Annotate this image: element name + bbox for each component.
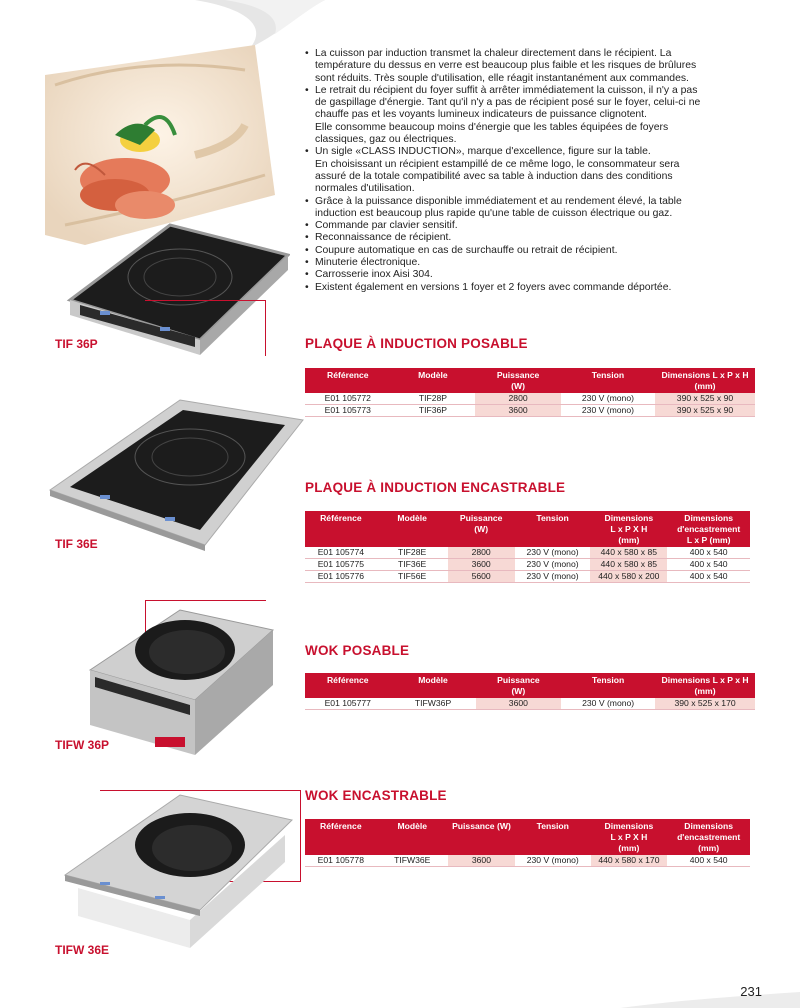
table-cell: 230 V (mono) [515,547,591,559]
product-label: TIF 36P [55,337,98,351]
table-header: Dimensions L x P x H (mm) [655,368,755,393]
table-cell: TIF56E [377,571,448,583]
page-number: 231 [740,984,762,999]
table-cell: 3600 [448,559,515,571]
table-header: Dimensions d'encastrement (mm) [667,819,750,855]
table-header: Dimensions L x P X H (mm) [591,819,668,855]
table-cell: E01 105773 [305,405,391,417]
table-row [305,393,755,405]
table-cell: TIF28P [391,393,476,405]
table-cell: 3600 [476,698,562,710]
table-cell: 400 x 540 [667,855,750,867]
table-cell: 400 x 540 [667,547,750,559]
table-cell: E01 105777 [305,698,391,710]
table-header: Puissance (W) [448,819,515,855]
spec-table [305,673,755,710]
table-cell: TIF28E [377,547,448,559]
table-cell: E01 105776 [305,571,377,583]
table-header: Tension [515,511,591,547]
table-cell: 400 x 540 [667,571,750,583]
spec-table [305,511,750,583]
section-title: WOK ENCASTRABLE [305,788,447,803]
table-cell: 2800 [448,547,515,559]
table-cell: 230 V (mono) [515,571,591,583]
table-header: Dimensions d'encastrement L x P (mm) [667,511,750,547]
feature-list [305,48,775,294]
wok-builtin-image [60,790,295,950]
table-row [305,559,750,571]
table-cell: E01 105778 [305,855,377,867]
table-header: Modèle [391,368,476,393]
feature-item: • Reconnaissance de récipient. [305,232,775,244]
section-title: PLAQUE À INDUCTION ENCASTRABLE [305,480,566,495]
feature-item: • Existent également en versions 1 foyer et 2 foyers avec commande déportée. [305,282,775,294]
feature-item: • Coupure automatique en cas de surchauffe ou retrait de récipient. [305,245,775,257]
table-header: Tension [515,819,590,855]
table-cell: 230 V (mono) [561,393,655,405]
table-cell: 440 x 580 x 170 [591,855,668,867]
table-cell: 440 x 580 x 85 [590,547,667,559]
table-row [305,405,755,417]
table-header: Puissance (W) [476,673,562,698]
table-cell: 390 x 525 x 90 [655,393,755,405]
spec-table [305,368,755,417]
table-header: Modèle [391,673,476,698]
spec-table [305,819,750,867]
table-cell: 440 x 580 x 85 [590,559,667,571]
table-cell: 440 x 580 x 200 [590,571,667,583]
table-cell: TIF36P [391,405,476,417]
induction-hob-builtin-image [45,395,305,555]
table-header: Dimensions L x P x H (mm) [655,673,755,698]
table-cell: 3600 [475,405,561,417]
table-cell: E01 105775 [305,559,377,571]
table-cell: E01 105774 [305,547,377,559]
table-row [305,571,750,583]
feature-item: • Le retrait du récipient du foyer suffit à arrêter immédiatement la cuisson, il n'y a pas de gaspillage d'énergie. Tant qu'il n'y a pas de récipient posé sur le foyer, celui-ci ne chauffe pas et les voyants lumineux indicateurs de puissance clignotent. Elle consomme beaucoup moins d'énergie que les tables équipées de foyers classiques, gaz ou électriques. [305,85,775,146]
table-cell: 390 x 525 x 90 [655,405,755,417]
decorative-corner [620,990,800,1008]
table-cell: 3600 [448,855,515,867]
table-header: Modèle [377,511,448,547]
table-cell: 5600 [448,571,515,583]
table-cell: 390 x 525 x 170 [655,698,755,710]
feature-item: • La cuisson par induction transmet la chaleur directement dans le récipient. La température du dessus en verre est beaucoup plus faible et les risques de brûlures sont réduits. Très souple d'utilisation, elle réagit instantanément aux commandes. [305,48,775,85]
section-title: PLAQUE À INDUCTION POSABLE [305,336,528,351]
table-row [305,698,755,710]
feature-item: • Commande par clavier sensitif. [305,220,775,232]
table-header: Référence [305,511,377,547]
table-cell: 230 V (mono) [515,855,590,867]
table-header: Puissance (W) [475,368,561,393]
table-cell: E01 105772 [305,393,391,405]
table-header: Dimensions L x P X H (mm) [590,511,667,547]
feature-item: • Un sigle «CLASS INDUCTION», marque d'excellence, figure sur la table. En choisissant un récipient estampillé de ce même logo, le consommateur sera assuré de la totale compatibilité avec sa table à induction dans des conditions normales d'utilisation. [305,146,775,195]
table-cell: TIFW36P [391,698,476,710]
table-row [305,547,750,559]
table-cell: 230 V (mono) [561,698,655,710]
table-cell: 230 V (mono) [561,405,655,417]
table-header: Référence [305,673,391,698]
table-header: Tension [561,368,655,393]
table-cell: 2800 [475,393,561,405]
feature-item: • Minuterie électronique. [305,257,775,269]
table-cell: 230 V (mono) [515,559,591,571]
callout-line [145,300,266,356]
product-label: TIFW 36P [55,738,110,752]
feature-item: • Carrosserie inox Aisi 304. [305,269,775,281]
table-cell: TIFW36E [377,855,448,867]
feature-item: • Grâce à la puissance disponible immédiatement et au rendement élevé, la table induction est beaucoup plus rapide qu'une table de cuisson électrique ou gaz. [305,196,775,221]
table-header: Référence [305,819,377,855]
wok-countertop-image [85,605,285,765]
table-row [305,855,750,867]
table-header: Référence [305,368,391,393]
product-label: TIFW 36E [55,943,110,957]
decorative-swoosh [195,0,325,50]
table-header: Tension [561,673,655,698]
table-header: Puissance (W) [448,511,515,547]
table-cell: 400 x 540 [667,559,750,571]
table-header: Modèle [377,819,448,855]
product-label: TIF 36E [55,537,98,551]
section-title: WOK POSABLE [305,643,410,658]
table-cell: TIF36E [377,559,448,571]
